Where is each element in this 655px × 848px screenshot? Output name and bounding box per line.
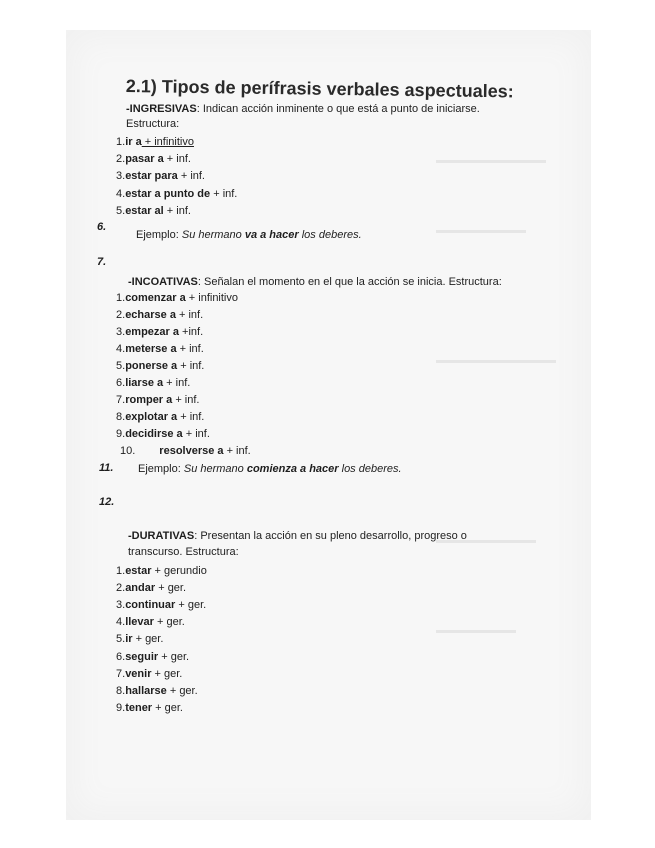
list-item: 1.comenzar a + infinitivo bbox=[116, 292, 238, 304]
ingresivas-estructura: Estructura: bbox=[126, 118, 180, 130]
incoativas-heading: -INCOATIVAS bbox=[128, 276, 198, 288]
empty-item-number: 7. bbox=[97, 256, 107, 268]
list-item: 6.seguir + ger. bbox=[116, 651, 190, 663]
list-item: 5.ir + ger. bbox=[116, 633, 164, 645]
list-item: 1.ir a + infinitivo bbox=[116, 136, 194, 148]
list-item: 4.llevar + ger. bbox=[116, 616, 185, 628]
section-title: 2.1) Tipos de perífrasis verbales aspectuales: bbox=[125, 76, 514, 102]
list-item: 8.hallarse + ger. bbox=[116, 685, 198, 697]
list-item: 3.empezar a +inf. bbox=[116, 326, 204, 338]
ingresivas-intro bbox=[126, 103, 480, 115]
list-item: 7.venir + ger. bbox=[116, 668, 183, 680]
list-item: 1.estar + gerundio bbox=[116, 565, 207, 577]
list-item: 5.estar al + inf. bbox=[116, 205, 191, 217]
ingresivas-example: Ejemplo: Su hermano va a hacer los deberes. bbox=[136, 229, 362, 241]
incoativas-intro bbox=[128, 276, 502, 288]
durativas-description: : Presentan la acción en su pleno desarrollo, progreso o bbox=[194, 530, 467, 542]
list-item: 9.tener + ger. bbox=[116, 702, 183, 714]
list-item: 9.decidirse a + inf. bbox=[116, 428, 210, 440]
ingresivas-description: : Indican acción inminente o que está a punto de iniciarse. bbox=[196, 103, 480, 115]
list-item: 3.estar para + inf. bbox=[116, 170, 205, 182]
example-number: 6. bbox=[97, 221, 107, 233]
list-item: 2.andar + ger. bbox=[116, 582, 187, 594]
list-item: 8.explotar a + inf. bbox=[116, 411, 205, 423]
ingresivas-heading: -INGRESIVAS bbox=[126, 103, 197, 115]
list-item: 5.ponerse a + inf. bbox=[116, 360, 205, 372]
list-item: 10. resolverse a + inf. bbox=[120, 445, 251, 457]
list-item: 6.liarse a + inf. bbox=[116, 377, 191, 389]
empty-item-number: 12. bbox=[99, 496, 115, 508]
list-item: 2.echarse a + inf. bbox=[116, 309, 204, 321]
list-item: 2.pasar a + inf. bbox=[116, 153, 191, 165]
durativas-intro bbox=[128, 530, 467, 542]
incoativas-example: Ejemplo: Su hermano comienza a hacer los deberes. bbox=[138, 463, 402, 475]
durativas-description-cont: transcurso. Estructura: bbox=[128, 546, 239, 558]
durativas-heading: -DURATIVAS bbox=[128, 530, 195, 542]
list-item: 4.meterse a + inf. bbox=[116, 343, 204, 355]
incoativas-description: : Señalan el momento en el que la acción se inicia. Estructura: bbox=[197, 276, 502, 288]
example-number: 11. bbox=[99, 462, 114, 474]
list-item: 4.estar a punto de + inf. bbox=[116, 188, 238, 200]
list-item: 7.romper a + inf. bbox=[116, 394, 200, 406]
list-item: 3.continuar + ger. bbox=[116, 599, 207, 611]
